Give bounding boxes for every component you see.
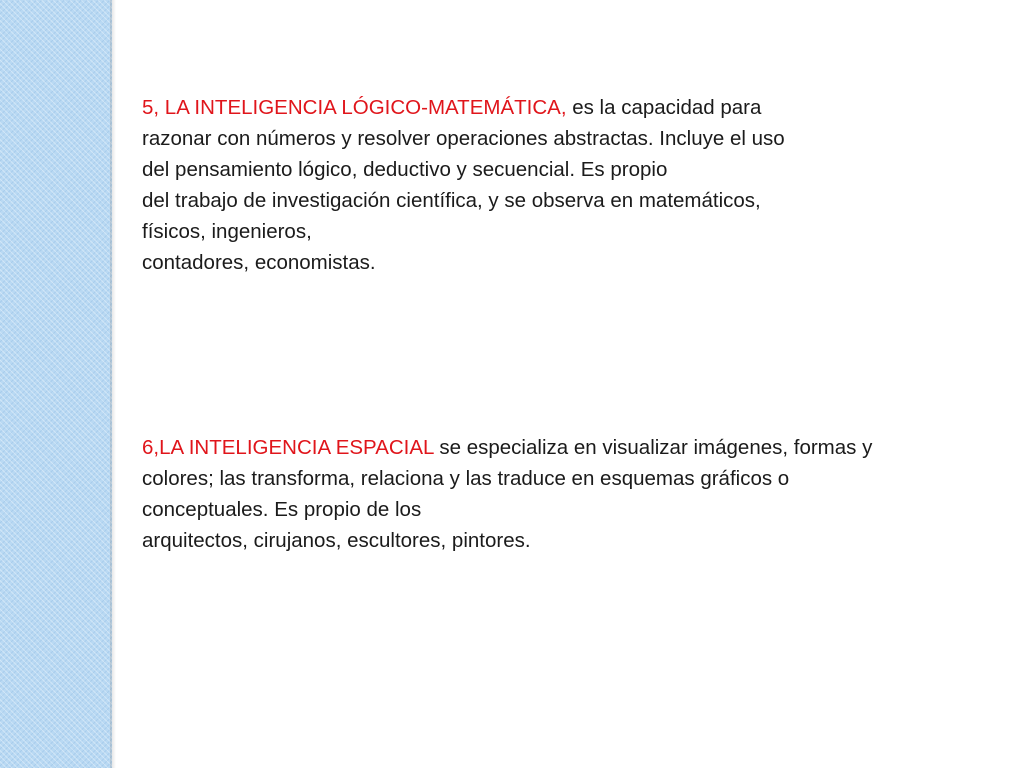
paragraph-heading: 5, LA INTELIGENCIA LÓGICO-MATEMÁTICA, [142, 96, 567, 119]
paragraph-line: razonar con números y resolver operaciones abstractas. Incluye el uso [142, 127, 785, 150]
paragraph-line: conceptuales. Es propio de los [142, 498, 422, 521]
paragraph-line [142, 92, 982, 123]
decorative-side-band [0, 0, 112, 768]
paragraph-line: del trabajo de investigación científica, y se observa en matemáticos, [142, 189, 761, 212]
paragraph-espacial [142, 432, 982, 556]
paragraph-heading: 6,LA INTELIGENCIA ESPACIAL [142, 436, 434, 459]
paragraph-line: arquitectos, cirujanos, escultores, pintores. [142, 529, 531, 552]
paragraph-line: físicos, ingenieros, [142, 220, 312, 243]
paragraph-text: se especializa en visualizar imágenes, formas y [433, 436, 873, 459]
paragraph-logico-matematica [142, 92, 982, 278]
paragraph-line: colores; las transforma, relaciona y las traduce en esquemas gráficos o [142, 467, 790, 490]
paragraph-line: del pensamiento lógico, deductivo y secuencial. Es propio [142, 158, 668, 181]
paragraph-line: contadores, economistas. [142, 251, 376, 274]
side-band-shadow [110, 0, 116, 768]
paragraph-line [142, 432, 982, 463]
paragraph-text: es la capacidad para [566, 96, 762, 119]
